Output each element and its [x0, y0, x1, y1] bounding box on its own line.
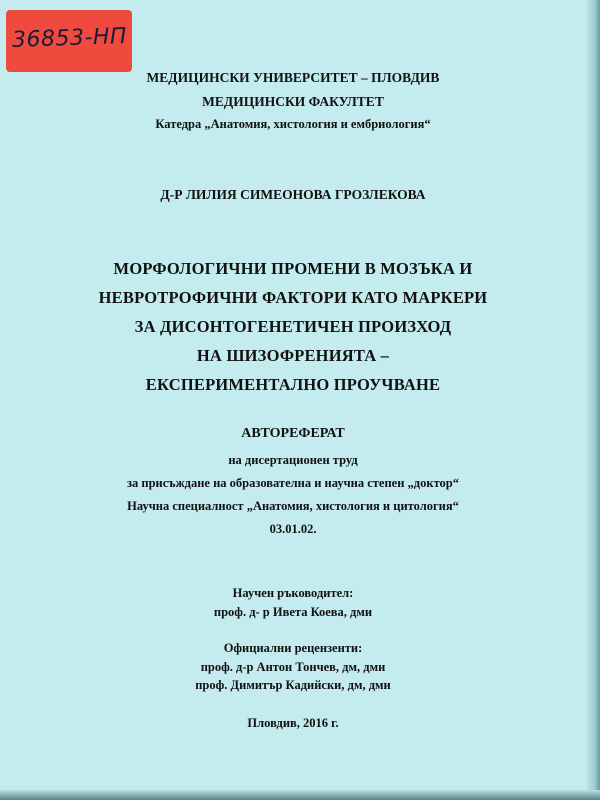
university-name: МЕДИЦИНСКИ УНИВЕРСИТЕТ – ПЛОВДИВ [146, 70, 440, 85]
page-edge-shadow [586, 0, 600, 800]
department-name: Катедра „Анатомия, хистология и ембриология“ [155, 117, 431, 131]
specialty-line: Научна специалност „Анатомия, хистология и цитология“ [127, 499, 459, 513]
faculty-name: МЕДИЦИНСКИ ФАКУЛТЕТ [202, 94, 384, 109]
archive-stamp [6, 10, 132, 72]
doc-type-line: за присъждане на образователна и научна степен „доктор“ [126, 476, 459, 490]
title-line: ЕКСПЕРИМЕНТАЛНО ПРОУЧВАНЕ [145, 375, 441, 394]
doc-type-line: на дисертационен труд [228, 453, 358, 467]
stamp-number: 36853-НП [11, 24, 128, 53]
page-edge-shadow [0, 790, 600, 800]
specialty-code: 03.01.02. [269, 522, 317, 536]
title-line: НЕВРОТРОФИЧНИ ФАКТОРИ КАТО МАРКЕРИ [98, 288, 488, 307]
reviewer-name: проф. д-р Антон Тончев, дм, дми [200, 660, 386, 674]
reviewers-label: Официални рецензенти: [223, 641, 363, 655]
title-line: МОРФОЛОГИЧНИ ПРОМЕНИ В МОЗЪКА И [113, 259, 473, 278]
supervisor-label: Научен ръководител: [232, 586, 354, 600]
supervisor-name: проф. д- р Ивета Коева, дми [213, 605, 373, 619]
place-date: Пловдив, 2016 г. [247, 716, 339, 730]
doc-type-heading: АВТОРЕФЕРАТ [241, 426, 345, 441]
title-line: ЗА ДИСОНТОГЕНЕТИЧЕН ПРОИЗХОД [134, 317, 452, 336]
title-line: НА ШИЗОФРЕНИЯТА – [196, 346, 390, 365]
author-name: Д-Р ЛИЛИЯ СИМЕОНОВА ГРОЗЛЕКОВА [160, 187, 426, 202]
reviewer-name: проф. Димитър Кадийски, дм, дми [195, 678, 391, 692]
